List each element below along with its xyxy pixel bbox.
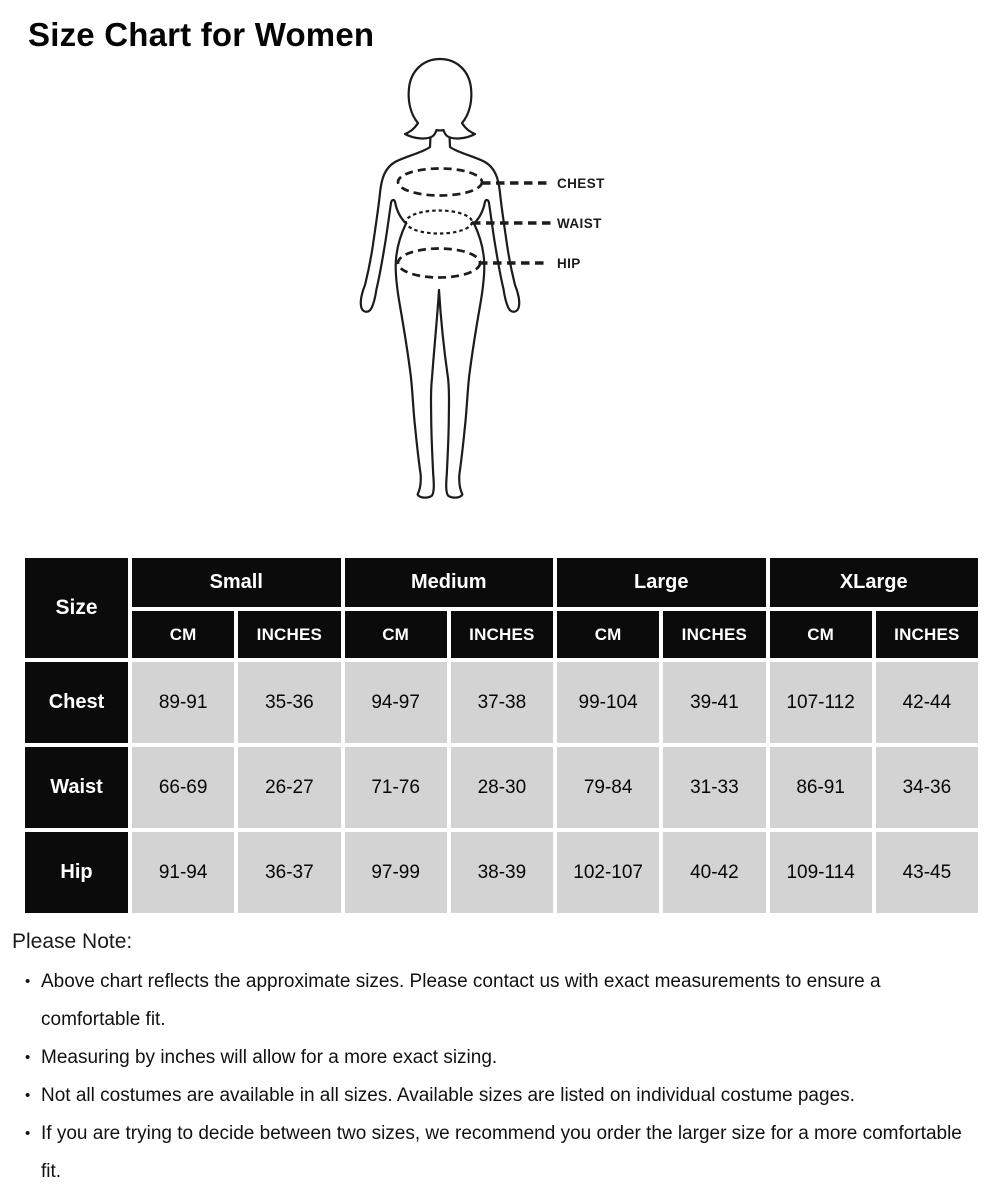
unit-header: INCHES — [663, 611, 765, 658]
unit-header: CM — [345, 611, 447, 658]
hip-label: HIP — [557, 256, 581, 271]
size-cell: 37-38 — [451, 662, 553, 743]
size-cell: 36-37 — [238, 832, 340, 913]
unit-header: CM — [770, 611, 872, 658]
group-header-small: Small — [132, 558, 341, 607]
size-cell: 99-104 — [557, 662, 659, 743]
group-header-large: Large — [557, 558, 766, 607]
body-outline — [361, 125, 519, 498]
row-label-waist: Waist — [25, 747, 128, 828]
size-cell: 97-99 — [345, 832, 447, 913]
size-cell: 79-84 — [557, 747, 659, 828]
group-header-xlarge: XLarge — [770, 558, 979, 607]
chest-label: CHEST — [557, 176, 605, 191]
size-cell: 107-112 — [770, 662, 872, 743]
unit-header: INCHES — [876, 611, 978, 658]
row-label-hip: Hip — [25, 832, 128, 913]
note-item: • Measuring by inches will allow for a more exact sizing. — [25, 1039, 973, 1077]
note-item: • If you are trying to decide between two sizes, we recommend you order the larger size for a more comfortable fit. — [25, 1115, 973, 1191]
unit-header: CM — [557, 611, 659, 658]
body-figure-svg — [328, 55, 628, 517]
head-outline — [405, 59, 475, 138]
size-cell: 91-94 — [132, 832, 234, 913]
size-cell: 43-45 — [876, 832, 978, 913]
size-cell: 40-42 — [663, 832, 765, 913]
size-cell: 86-91 — [770, 747, 872, 828]
size-cell: 28-30 — [451, 747, 553, 828]
notes-list — [12, 963, 1000, 1191]
page-title: Size Chart for Women — [28, 16, 375, 53]
table-corner-header: Size — [25, 558, 128, 658]
unit-header: CM — [132, 611, 234, 658]
row-label-chest: Chest — [25, 662, 128, 743]
size-cell: 66-69 — [132, 747, 234, 828]
group-header-medium: Medium — [345, 558, 554, 607]
size-cell: 39-41 — [663, 662, 765, 743]
size-cell: 38-39 — [451, 832, 553, 913]
size-cell: 26-27 — [238, 747, 340, 828]
size-cell: 94-97 — [345, 662, 447, 743]
size-cell: 31-33 — [663, 747, 765, 828]
size-cell: 35-36 — [238, 662, 340, 743]
size-cell: 42-44 — [876, 662, 978, 743]
size-cell: 71-76 — [345, 747, 447, 828]
note-item: • Above chart reflects the approximate sizes. Please contact us with exact measurements to ensure a comfortable fit. — [25, 963, 973, 1039]
size-table — [25, 558, 978, 913]
measurement-diagram — [0, 54, 1000, 529]
notes-heading: Please Note: — [12, 930, 133, 953]
note-item: • Not all costumes are available in all sizes. Available sizes are listed on individual costume pages. — [25, 1077, 973, 1115]
notes-section — [12, 927, 1000, 1191]
unit-header: INCHES — [238, 611, 340, 658]
size-cell: 109-114 — [770, 832, 872, 913]
unit-header: INCHES — [451, 611, 553, 658]
waist-label: WAIST — [557, 216, 602, 231]
size-cell: 89-91 — [132, 662, 234, 743]
size-cell: 102-107 — [557, 832, 659, 913]
size-cell: 34-36 — [876, 747, 978, 828]
